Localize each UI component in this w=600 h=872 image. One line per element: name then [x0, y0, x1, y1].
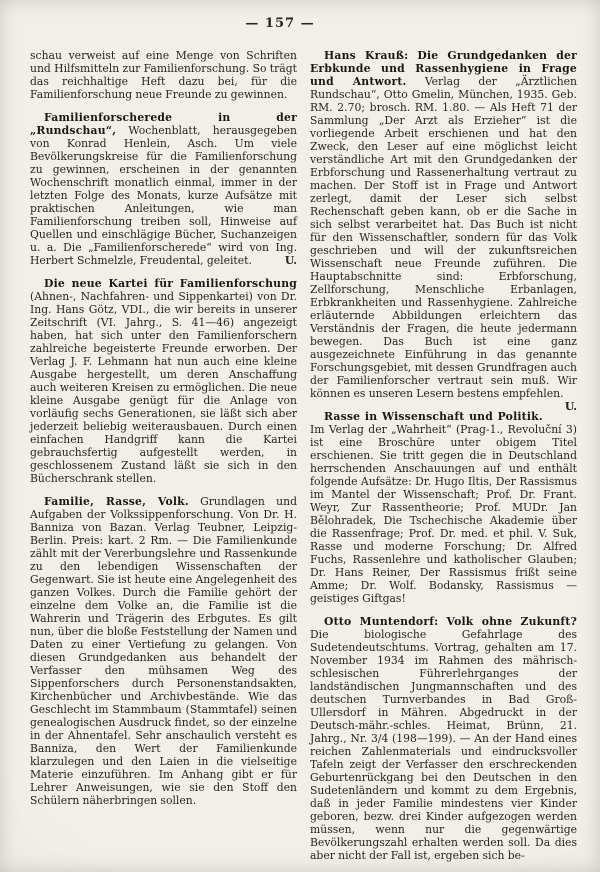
- section-heading: Otto Muntendorf: Volk ohne Zukunft?: [324, 615, 577, 628]
- body-text: schau verweist auf eine Menge von Schriften und Hilfsmitteln zur Familienforschung. So trägt das reichhaltige Heft dazu bei, für die Familienforschung neue Freunde zu gewinnen.: [30, 49, 297, 101]
- section-body: [30, 277, 297, 485]
- section-heading: Die neue Kartei für Familienforschung: [44, 277, 297, 290]
- body-text: Die biologische Gefahrlage des Sudetendeutschtums. Vortrag, gehalten am 17. November 1934 im Rahmen des mährisch-schlesischen Führerlehrganges der landständischen Jungmannschaften und des deutschen Turnverbandes in Bad Groß-Ullersdorf in Mähren. Abgedruckt in der Deutsch-mähr.-schles. Heimat, Brünn, 21. Jahrg., Nr. 3/4 (198—199). — An der Hand eines reichen Zahlenmaterials und eindrucksvoller Tafeln zeigt der Verfasser den erschreckenden Geburtenrückgang bei den Deutschen in den Sudetenländern und kommt zu dem Ergebnis, daß in jeder Familie mindestens vier Kinder geboren, bezw. drei Kinder aufgezogen werden müssen, wenn nur die gegenwärtige Bevölkerungszahl erhalten werden soll. Da dies aber nicht der Fall ist, ergeben sich be-: [310, 628, 577, 862]
- section-heading: Familie, Rasse, Volk.: [44, 495, 189, 508]
- body-text: Verlag der „Ärztlichen Rundschau“, Otto Gmelin, München, 1935. Geb. RM. 2.70; brosch. RM. 1.80. — Als Heft 71 der Sammlung „Der Arzt als Erzieher“ ist die vorliegende Arbeit erschienen und hat den Zweck, den Leser auf eine möglichst leicht verständliche Art mit den Grundgedanken der Erbforschung und Rassenerhaltung vertraut zu machen. Der Stoff ist in Frage und Antwort zerlegt, damit der Leser sich selbst Rechenschaft geben kann, ob er die Sache in sich selbst verarbeitet hat. Das Buch ist nicht für den Wissenschaftler, sondern für das Volk geschrieben und will der zukunftsreichen Wissenschaft neue Freunde zuführen. Die Hauptabschnitte sind: Erbforschung, Zellforschung, Menschliche Erbanlagen, Erbkrankheiten und Rassenhygiene. Zahlreiche erläuternde Abbildungen erleichtern das Verständnis der Fragen, die heute jedermann bewegen. Das Buch ist eine ganz ausgezeichnete Einführung in das genannte Forschungsgebiet, mit dessen Grundfragen auch der Familienforscher vertraut sein muß. Wir können es unseren Lesern bestens empfehlen.: [310, 75, 577, 400]
- right-column: [310, 49, 577, 872]
- body-text: Im Verlag der „Wahrheit“ (Prag-1., Revoluční 3) ist eine Broschüre unter obigem Titel erschienen. Sie tritt gegen die in Deutschland herrschenden Anschauungen auf und enthält folgende Aufsätze: Dr. Hugo Iltis, Der Rassismus im Mantel der Wissenschaft; Prof. Dr. Frant. Weyr, Zur Rassentheorie; Prof. MUDr. Jan Bělohradek, Die Tschechische Akademie über die Rassenfrage; Prof. Dr. med. et phil. V. Suk, Rasse und moderne Forschung; Dr. Alfred Fuchs, Rassenlehre und katholischer Glauben; Dr. Hans Reiner, Der Rassismus frißt seine Amme; Dr. Wolf. Bodansky, Rassismus — geistiges Giftgas!: [310, 423, 577, 605]
- section-body: [30, 495, 297, 807]
- body-text: Grundlagen und Aufgaben der Volkssippenforschung. Von Dr. H. Banniza von Bazan. Verlag Teubner, Leipzig-Berlin. Preis: kart. 2 Rm. — Die Familienkunde zählt mit der Vererbungslehre und Rassenkunde zu den lebendigen Wissenschaften der Gegenwart. Sie ist heute eine Angelegenheit des ganzen Volkes. Durch die Familie gehört der einzelne dem Volke an, die Familie ist die Wahrerin und Trägerin des Erbgutes. Es gilt nun, über die bloße Feststellung der Namen und Daten zu einer Vertiefung zu gelangen. Von diesen Grundgedanken aus behandelt der Verfasser den mühsamen Weg des Sippenforschers durch Personenstandsakten, Kirchenbücher und Archivbestände. Wie das Geschlecht im Stammbaum (Stammtafel) seinen genealogischen Ausdruck findet, so der einzelne in der Ahnentafel. Sehr anschaulich versteht es Banniza, den Wert der Familienkunde klarzulegen und den Laien in die vielseitige Materie einzuführen. Im Anhang gibt er für Lehrer Anweisungen, wie sie den Stoff den Schülern näherbringen sollen.: [30, 495, 297, 807]
- continuation-paragraph: [30, 49, 297, 101]
- section-body: [30, 49, 297, 101]
- section-body: [310, 49, 577, 413]
- section-body: [30, 111, 297, 267]
- page-number: — 157 —: [245, 16, 315, 31]
- section-heading: Rasse in Wissenschaft und Politik.: [324, 410, 543, 423]
- review-section-familienforscherede: [30, 111, 297, 267]
- reviewer-initial: U.: [284, 254, 297, 267]
- reviewer-initial: U.: [564, 400, 577, 413]
- review-section-krauss-erbkunde: [310, 49, 577, 413]
- review-section-rasse-wissenschaft-politik: [310, 410, 577, 605]
- review-section-familie-rasse-volk: [30, 495, 297, 807]
- review-section-muntendorf-volk-ohne-zukunft: [310, 615, 577, 862]
- section-body: [310, 615, 577, 862]
- section-body: [310, 410, 577, 605]
- body-text: Wochenblatt, herausgegeben von Konrad Henlein, Asch. Um viele Bevölkerungskreise für die Familienforschung zu gewinnen, erscheinen in der genannten Wochenschrift monatlich einmal, immer in der letzten Folge des Monats, kurze Aufsätze mit praktischen Anleitungen, wie man Familienforschung treiben soll, Hinweise auf Quellen und einschlägige Bücher, Suchanzeigen u. a. Die „Familienforscherede“ wird von Ing. Herbert Schmelzle, Freudental, geleitet.: [30, 124, 297, 267]
- section-heading: Familienforscherede in der „Rundschau“,: [30, 111, 297, 137]
- section-heading: Hans Krauß: Die Grundgedanken der Erbkunde und Rassenhygiene in Frage und Antwort.: [310, 49, 577, 88]
- two-column-layout: [0, 31, 600, 872]
- left-column: [30, 49, 297, 872]
- body-text: (Ahnen-, Nachfahren- und Sippenkartei) von Dr. Ing. Hans Götz, VDI., die wir bereits in unserer Zeitschrift (VI. Jahrg., S. 41—46) angezeigt haben, hat sich unter den Familienforschern zahlreiche begeisterte Freunde erworben. Der Verlag J. F. Lehmann hat nun auch eine kleine Ausgabe hergestellt, um deren Anschaffung auch weiteren Kreisen zu ermöglichen. Die neue kleine Ausgabe genügt für die Anlage von vorläufig sechs Generationen, sie läßt sich aber jederzeit beliebig weiterausbauen. Durch einen einfachen Handgriff kann die Kartei gebrauchsfertig aufgestellt werden, in geschlossenem Zustand läßt sie sich in den Bücherschrank stellen.: [30, 290, 297, 485]
- review-section-neue-kartei: [30, 277, 297, 485]
